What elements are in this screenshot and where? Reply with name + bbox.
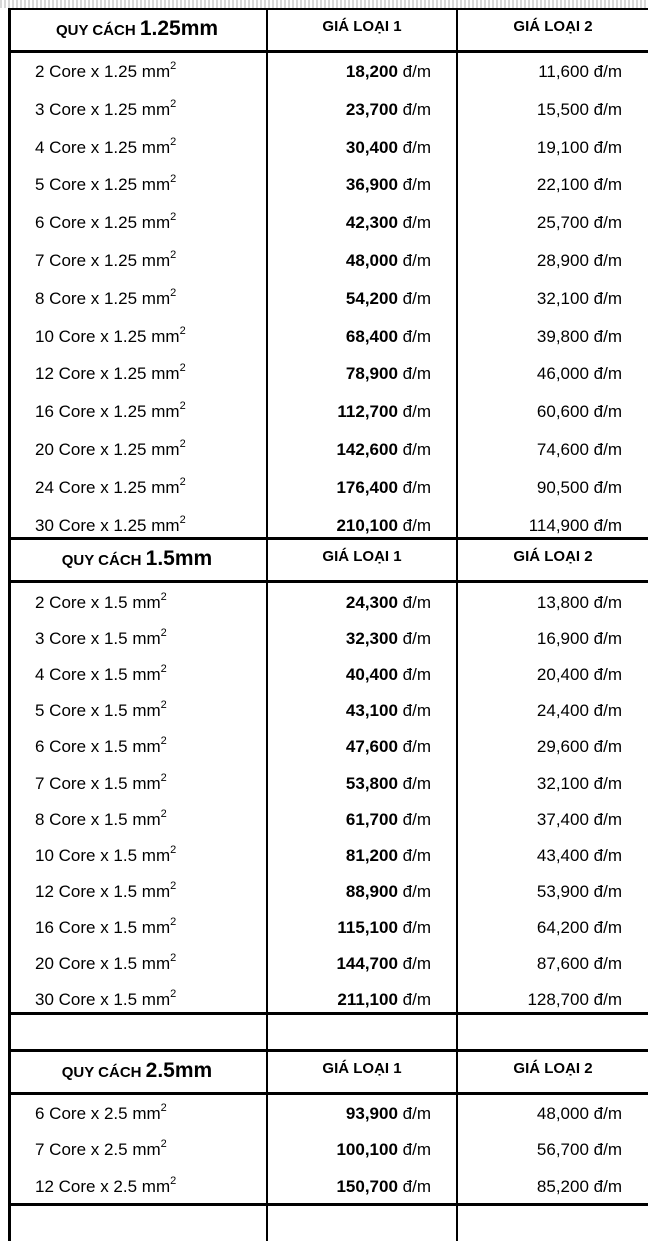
grid-row-line [8, 8, 648, 10]
column-header-price-2: GIÁ LOẠI 2 [513, 18, 593, 35]
spec-superscript: 2 [170, 98, 177, 111]
price-2-unit: đ/m [593, 175, 622, 194]
price-2-unit: đ/m [593, 213, 622, 232]
price-1-value: 18,200 [345, 62, 398, 81]
spec-text: 30 Core x 1.5 mm [35, 990, 171, 1009]
price-1-value: 42,300 [345, 213, 398, 232]
spec-cell [35, 846, 176, 866]
price-1-cell [268, 175, 431, 195]
spec-superscript: 2 [170, 1175, 177, 1188]
grid-row-line [8, 580, 648, 583]
price-1-cell [268, 774, 431, 794]
price-2-cell [458, 289, 622, 309]
spec-text: 5 Core x 1.5 mm [35, 701, 161, 720]
price-1-cell [268, 213, 431, 233]
price-2-value: 39,800 [536, 327, 589, 346]
spec-cell [35, 213, 176, 233]
price-1-cell [268, 1104, 431, 1124]
grid-row-line [8, 1203, 648, 1206]
price-2-cell [458, 990, 622, 1010]
price-2-cell [458, 100, 622, 120]
grid-row-line [8, 1092, 648, 1095]
price-2-value: 64,200 [536, 918, 589, 937]
grid-row-line [8, 1049, 648, 1052]
price-2-unit: đ/m [593, 62, 622, 81]
spec-cell [35, 251, 176, 271]
price-1-cell [268, 364, 431, 384]
price-1-cell [268, 954, 431, 974]
price-1-cell [268, 593, 431, 613]
spec-cell [35, 516, 186, 536]
top-border-strip [0, 0, 648, 8]
price-1-unit: đ/m [402, 364, 431, 383]
spec-superscript: 2 [170, 287, 177, 300]
price-2-cell [458, 402, 622, 422]
spec-text: 24 Core x 1.25 mm [35, 478, 180, 497]
price-1-value: 68,400 [345, 327, 398, 346]
spec-text: 8 Core x 1.25 mm [35, 289, 171, 308]
spec-cell [35, 138, 176, 158]
price-2-cell [458, 175, 622, 195]
price-2-unit: đ/m [593, 774, 622, 793]
price-2-cell [458, 62, 622, 82]
price-2-cell [458, 774, 622, 794]
spec-text: 16 Core x 1.5 mm [35, 918, 171, 937]
price-2-cell [458, 1177, 622, 1197]
price-2-unit: đ/m [593, 478, 622, 497]
price-2-value: 128,700 [527, 990, 589, 1009]
price-1-value: 176,400 [336, 478, 398, 497]
price-1-unit: đ/m [402, 175, 431, 194]
spec-text: 7 Core x 2.5 mm [35, 1140, 161, 1159]
price-1-value: 30,400 [345, 138, 398, 157]
price-1-value: 88,900 [345, 882, 398, 901]
grid-row-line [8, 50, 648, 53]
price-2-unit: đ/m [593, 629, 622, 648]
price-2-cell [458, 327, 622, 347]
spec-superscript: 2 [170, 249, 177, 262]
spec-superscript: 2 [170, 211, 177, 224]
spec-text: 10 Core x 1.5 mm [35, 846, 171, 865]
spec-text: 6 Core x 1.25 mm [35, 213, 171, 232]
price-1-value: 47,600 [345, 737, 398, 756]
price-2-unit: đ/m [593, 737, 622, 756]
spec-superscript: 2 [170, 952, 177, 965]
price-1-unit: đ/m [402, 882, 431, 901]
price-2-value: 25,700 [536, 213, 589, 232]
spec-superscript: 2 [179, 476, 186, 489]
price-1-unit: đ/m [402, 846, 431, 865]
price-2-value: 46,000 [536, 364, 589, 383]
price-2-unit: đ/m [593, 289, 622, 308]
price-1-unit: đ/m [402, 100, 431, 119]
price-2-unit: đ/m [593, 846, 622, 865]
spec-text: 6 Core x 2.5 mm [35, 1104, 161, 1123]
price-2-value: 32,100 [536, 774, 589, 793]
price-1-value: 210,100 [336, 516, 398, 535]
price-2-unit: đ/m [593, 1104, 622, 1123]
spec-text: 2 Core x 1.5 mm [35, 593, 161, 612]
price-2-value: 114,900 [528, 516, 589, 535]
price-2-value: 20,400 [536, 665, 589, 684]
spec-text: 5 Core x 1.25 mm [35, 175, 171, 194]
spec-superscript: 2 [160, 663, 167, 676]
spec-text: 4 Core x 1.25 mm [35, 138, 171, 157]
price-2-cell [458, 364, 622, 384]
spec-cell [35, 478, 186, 498]
price-2-unit: đ/m [593, 402, 622, 421]
price-2-value: 16,900 [536, 629, 589, 648]
price-1-value: 54,200 [345, 289, 398, 308]
spec-size: 1.5mm [145, 547, 213, 570]
price-1-unit: đ/m [402, 593, 431, 612]
spec-cell [35, 100, 176, 120]
spec-superscript: 2 [160, 699, 167, 712]
price-2-cell [458, 918, 622, 938]
price-1-value: 48,000 [345, 251, 398, 270]
price-1-cell [268, 629, 431, 649]
spec-superscript: 2 [170, 136, 177, 149]
price-2-cell [458, 882, 622, 902]
price-2-unit: đ/m [593, 918, 622, 937]
price-1-cell [268, 402, 431, 422]
price-1-value: 40,400 [345, 665, 398, 684]
price-2-value: 85,200 [536, 1177, 589, 1196]
spec-text: 30 Core x 1.25 mm [35, 516, 180, 535]
spec-superscript: 2 [160, 1102, 167, 1115]
price-1-value: 32,300 [345, 629, 398, 648]
price-2-cell [458, 954, 622, 974]
price-2-value: 56,700 [536, 1140, 589, 1159]
column-header-price-1: GIÁ LOẠI 1 [322, 18, 402, 35]
price-1-value: 81,200 [345, 846, 398, 865]
price-1-unit: đ/m [402, 327, 431, 346]
price-1-value: 24,300 [345, 593, 398, 612]
spec-superscript: 2 [160, 808, 167, 821]
grid-row-line [8, 1012, 648, 1015]
price-1-value: 36,900 [345, 175, 398, 194]
spec-label: QUY CÁCH [55, 22, 140, 39]
price-1-cell [268, 918, 431, 938]
price-1-unit: đ/m [402, 1177, 431, 1196]
spec-cell [35, 175, 176, 195]
price-2-unit: đ/m [593, 1140, 622, 1159]
price-2-value: 53,900 [536, 882, 589, 901]
price-1-unit: đ/m [402, 62, 431, 81]
price-1-unit: đ/m [402, 440, 431, 459]
spec-label: QUY CÁCH [61, 1064, 146, 1081]
price-2-cell [458, 737, 622, 757]
price-1-cell [268, 138, 431, 158]
spec-superscript: 2 [160, 772, 167, 785]
price-2-value: 24,400 [536, 701, 589, 720]
price-1-cell [268, 478, 431, 498]
price-1-value: 112,700 [337, 402, 398, 421]
spec-size: 1.25mm [139, 17, 219, 40]
price-1-cell [268, 1140, 431, 1160]
price-1-unit: đ/m [402, 954, 431, 973]
price-1-value: 93,900 [345, 1104, 398, 1123]
spec-text: 3 Core x 1.5 mm [35, 629, 161, 648]
price-2-value: 74,600 [536, 440, 589, 459]
spec-superscript: 2 [179, 514, 186, 527]
spec-text: 7 Core x 1.25 mm [35, 251, 171, 270]
price-2-cell [458, 701, 622, 721]
price-1-unit: đ/m [402, 516, 431, 535]
price-2-cell [458, 213, 622, 233]
price-1-value: 100,100 [336, 1140, 398, 1159]
price-2-cell [458, 810, 622, 830]
spec-superscript: 2 [160, 627, 167, 640]
spec-cell [35, 593, 167, 613]
spec-text: 4 Core x 1.5 mm [35, 665, 161, 684]
spec-superscript: 2 [160, 1138, 167, 1151]
spec-size: 2.5mm [145, 1059, 213, 1082]
spec-superscript: 2 [170, 988, 177, 1001]
price-2-value: 28,900 [536, 251, 589, 270]
price-2-unit: đ/m [593, 516, 622, 535]
price-2-value: 29,600 [536, 737, 589, 756]
price-2-unit: đ/m [593, 138, 622, 157]
price-2-cell [458, 251, 622, 271]
spec-text: 20 Core x 1.5 mm [35, 954, 171, 973]
price-1-cell [268, 289, 431, 309]
price-2-cell [458, 516, 622, 536]
price-1-value: 43,100 [345, 701, 398, 720]
spec-cell [35, 918, 176, 938]
price-1-unit: đ/m [402, 701, 431, 720]
price-1-value: 115,100 [337, 918, 398, 937]
price-1-cell [268, 990, 431, 1010]
spec-cell [35, 402, 186, 422]
price-2-value: 19,100 [536, 138, 589, 157]
price-2-value: 13,800 [536, 593, 589, 612]
spec-cell [35, 990, 176, 1010]
price-2-unit: đ/m [593, 251, 622, 270]
spec-cell [35, 440, 186, 460]
price-1-unit: đ/m [402, 665, 431, 684]
spec-cell [35, 364, 186, 384]
price-1-unit: đ/m [402, 402, 431, 421]
price-1-cell [268, 327, 431, 347]
price-1-unit: đ/m [402, 918, 431, 937]
spec-text: 10 Core x 1.25 mm [35, 327, 180, 346]
spec-superscript: 2 [179, 400, 186, 413]
price-1-value: 150,700 [336, 1177, 398, 1196]
spec-text: 12 Core x 2.5 mm [35, 1177, 171, 1196]
grid-row-line [8, 537, 648, 540]
spec-cell [35, 289, 176, 309]
spec-cell [35, 1140, 167, 1160]
price-1-cell [268, 100, 431, 120]
price-1-cell [268, 846, 431, 866]
price-2-value: 15,500 [536, 100, 589, 119]
spec-cell [35, 954, 176, 974]
price-1-cell [268, 882, 431, 902]
price-1-unit: đ/m [402, 213, 431, 232]
spec-superscript: 2 [160, 591, 167, 604]
price-2-cell [458, 846, 622, 866]
price-2-value: 90,500 [536, 478, 589, 497]
spec-text: 20 Core x 1.25 mm [35, 440, 180, 459]
spec-cell [35, 1177, 176, 1197]
spec-text: 2 Core x 1.25 mm [35, 62, 171, 81]
spec-superscript: 2 [179, 362, 186, 375]
price-1-cell [268, 62, 431, 82]
spec-cell [35, 701, 167, 721]
spec-cell [35, 629, 167, 649]
price-1-unit: đ/m [402, 478, 431, 497]
price-1-cell [268, 701, 431, 721]
price-1-value: 78,900 [345, 364, 398, 383]
price-2-unit: đ/m [593, 327, 622, 346]
column-header-price-1: GIÁ LOẠI 1 [322, 548, 402, 565]
price-1-unit: đ/m [402, 774, 431, 793]
column-header-price-2: GIÁ LOẠI 2 [513, 548, 593, 565]
section-header-spec [8, 1059, 266, 1083]
spec-cell [35, 327, 186, 347]
spec-superscript: 2 [170, 880, 177, 893]
price-2-cell [458, 440, 622, 460]
spec-superscript: 2 [170, 173, 177, 186]
price-1-value: 61,700 [345, 810, 398, 829]
column-header-price-2: GIÁ LOẠI 2 [513, 1060, 593, 1077]
price-2-unit: đ/m [593, 810, 622, 829]
price-2-value: 32,100 [536, 289, 589, 308]
price-1-unit: đ/m [402, 990, 431, 1009]
price-2-unit: đ/m [593, 954, 622, 973]
price-2-unit: đ/m [593, 990, 622, 1009]
price-1-value: 23,700 [345, 100, 398, 119]
spec-cell [35, 665, 167, 685]
price-1-unit: đ/m [402, 737, 431, 756]
price-2-cell [458, 665, 622, 685]
price-2-unit: đ/m [593, 440, 622, 459]
price-2-value: 22,100 [536, 175, 589, 194]
spec-superscript: 2 [179, 438, 186, 451]
spec-text: 8 Core x 1.5 mm [35, 810, 161, 829]
price-1-unit: đ/m [402, 251, 431, 270]
price-1-cell [268, 1177, 431, 1197]
spec-cell [35, 882, 176, 902]
price-2-unit: đ/m [593, 593, 622, 612]
price-1-unit: đ/m [402, 289, 431, 308]
price-1-value: 142,600 [336, 440, 398, 459]
price-1-cell [268, 251, 431, 271]
spec-text: 12 Core x 1.25 mm [35, 364, 180, 383]
price-2-value: 87,600 [536, 954, 589, 973]
price-1-cell [268, 516, 431, 536]
price-1-cell [268, 737, 431, 757]
spec-cell [35, 774, 167, 794]
price-1-value: 211,100 [337, 990, 398, 1009]
price-2-cell [458, 629, 622, 649]
spec-cell [35, 810, 167, 830]
price-1-cell [268, 440, 431, 460]
spec-cell [35, 62, 176, 82]
price-1-value: 144,700 [336, 954, 398, 973]
price-2-unit: đ/m [593, 100, 622, 119]
price-2-value: 43,400 [536, 846, 589, 865]
spec-text: 16 Core x 1.25 mm [35, 402, 180, 421]
spec-superscript: 2 [170, 844, 177, 857]
spec-cell [35, 737, 167, 757]
spec-text: 6 Core x 1.5 mm [35, 737, 161, 756]
spec-superscript: 2 [170, 60, 177, 73]
spec-superscript: 2 [160, 735, 167, 748]
price-2-value: 48,000 [536, 1104, 589, 1123]
price-2-unit: đ/m [593, 882, 622, 901]
spec-superscript: 2 [170, 916, 177, 929]
column-header-price-1: GIÁ LOẠI 1 [322, 1060, 402, 1077]
spec-cell [35, 1104, 167, 1124]
price-2-value: 37,400 [536, 810, 589, 829]
spec-text: 3 Core x 1.25 mm [35, 100, 171, 119]
price-1-unit: đ/m [402, 138, 431, 157]
price-2-cell [458, 1140, 622, 1160]
price-1-unit: đ/m [402, 1140, 431, 1159]
price-2-cell [458, 138, 622, 158]
price-2-cell [458, 593, 622, 613]
section-header-spec [8, 547, 266, 571]
spec-text: 12 Core x 1.5 mm [35, 882, 171, 901]
price-1-unit: đ/m [402, 810, 431, 829]
price-1-cell [268, 665, 431, 685]
spec-text: 7 Core x 1.5 mm [35, 774, 161, 793]
price-1-cell [268, 810, 431, 830]
price-2-unit: đ/m [593, 1177, 622, 1196]
grid-column-line [8, 8, 11, 1241]
price-2-cell [458, 1104, 622, 1124]
price-1-unit: đ/m [402, 1104, 431, 1123]
section-header-spec [8, 17, 266, 41]
price-1-value: 53,800 [345, 774, 398, 793]
price-2-value: 11,600 [538, 62, 589, 81]
spec-superscript: 2 [179, 325, 186, 338]
price-2-unit: đ/m [593, 364, 622, 383]
price-2-unit: đ/m [593, 665, 622, 684]
price-2-value: 60,600 [536, 402, 589, 421]
spec-label: QUY CÁCH [61, 552, 146, 569]
price-2-unit: đ/m [593, 701, 622, 720]
price-1-unit: đ/m [402, 629, 431, 648]
price-2-cell [458, 478, 622, 498]
